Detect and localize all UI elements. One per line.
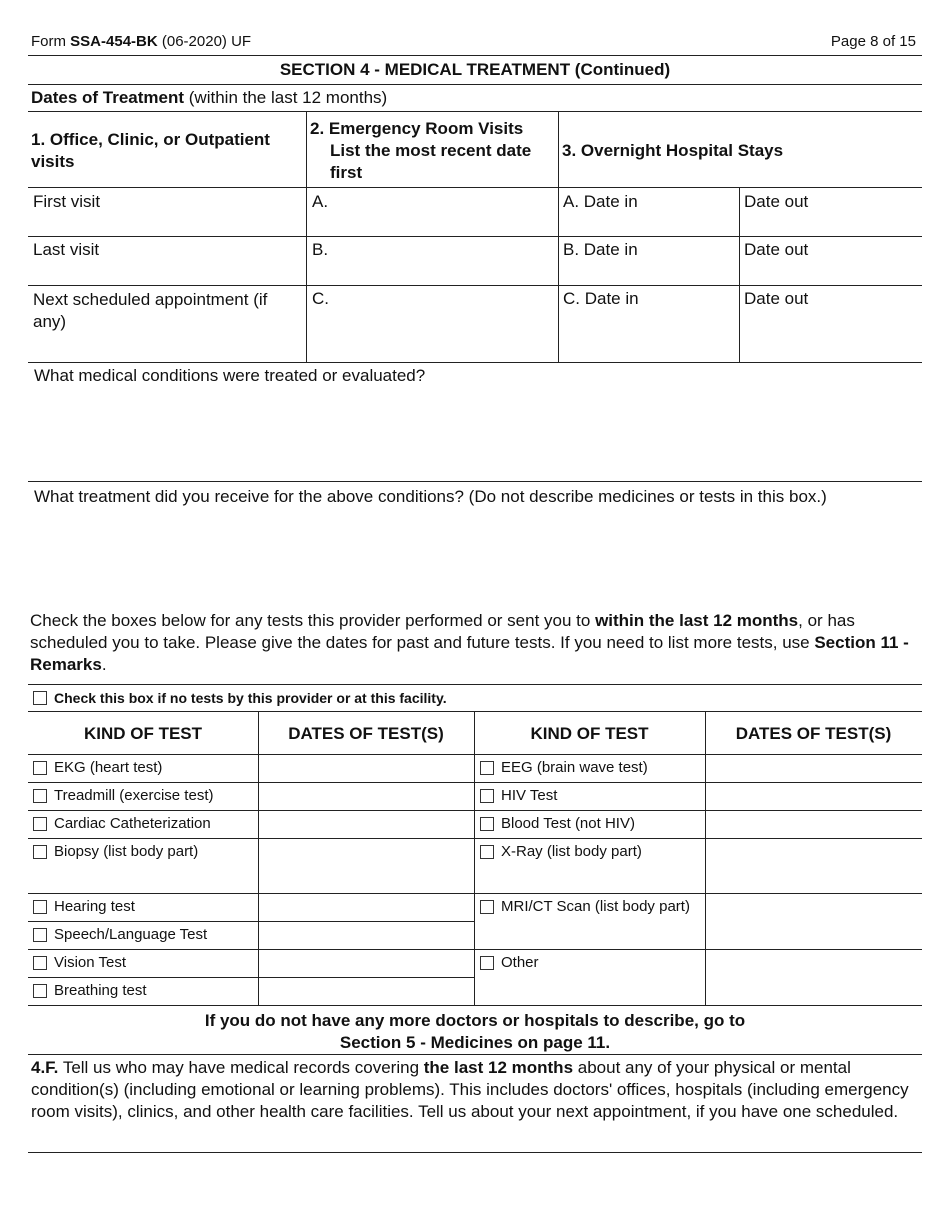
breathing-label: Breathing test [54, 982, 147, 999]
conditions-answer-field[interactable] [30, 390, 920, 478]
divider [28, 362, 922, 363]
treadmill-label: Treadmill (exercise test) [54, 787, 214, 804]
eeg-checkbox[interactable] [480, 761, 494, 775]
kind-of-test-header: KIND OF TEST [83, 724, 203, 743]
biopsy-label: Biopsy (list body part) [54, 843, 199, 860]
er-visit-c-field[interactable]: C. [312, 289, 329, 308]
speech-label: Speech/Language Test [54, 926, 208, 943]
treatment-question: What treatment did you receive for the above conditions? (Do not describe medicines or tests in this box.) [34, 487, 827, 506]
form-identifier: Form SSA-454-BK (06-2020) UF [31, 33, 252, 50]
cardiac-cath-label: Cardiac Catheterization [54, 815, 211, 832]
table-divider [474, 711, 475, 1005]
ekg-checkbox[interactable] [33, 761, 47, 775]
treatment-answer-field[interactable] [30, 510, 920, 600]
divider [28, 1054, 922, 1055]
divider [28, 481, 922, 482]
er-visit-a-field[interactable]: A. [312, 192, 329, 211]
office-visits-header [31, 129, 301, 173]
cardiac-cath-checkbox[interactable] [33, 817, 47, 831]
divider [28, 111, 922, 112]
er-visits-header: 2. Emergency Room Visits List the most recent date first [310, 119, 532, 182]
vision-checkbox[interactable] [33, 956, 47, 970]
hearing-checkbox[interactable] [33, 900, 47, 914]
dates-of-treatment-label: Dates of Treatment (within the last 12 months) [31, 88, 388, 107]
date-in-b-field[interactable]: B. Date in [563, 240, 638, 259]
page-number: Page 8 of 15 [830, 33, 916, 50]
divider [28, 949, 922, 950]
divider [28, 1005, 922, 1006]
first-visit-label: First visit [33, 192, 101, 211]
divider [28, 893, 922, 894]
kind-of-test-header-right: KIND OF TEST [530, 724, 649, 743]
divider [28, 838, 922, 839]
treadmill-checkbox[interactable] [33, 789, 47, 803]
blood-test-checkbox[interactable] [480, 817, 494, 831]
divider [28, 684, 922, 685]
other-test-checkbox[interactable] [480, 956, 494, 970]
office-visits-header-text: 1. Office, Clinic, or Outpatient visits [31, 130, 270, 171]
dates-of-tests-header: DATES OF TEST(S) [288, 724, 444, 743]
table-divider [739, 187, 740, 362]
xray-checkbox[interactable] [480, 845, 494, 859]
divider [28, 84, 922, 85]
mri-ct-checkbox[interactable] [480, 900, 494, 914]
table-divider [705, 711, 706, 1005]
divider [28, 977, 474, 978]
divider [28, 1152, 922, 1153]
divider [28, 754, 922, 755]
date-out-b-field[interactable]: Date out [744, 240, 809, 259]
conditions-question: What medical conditions were treated or evaluated? [34, 366, 426, 385]
divider [28, 55, 922, 56]
divider [28, 711, 922, 712]
mri-ct-label: MRI/CT Scan (list body part) [501, 898, 690, 915]
date-out-c-field[interactable]: Date out [744, 289, 809, 308]
er-visit-b-field[interactable]: B. [312, 240, 329, 259]
table-divider [258, 711, 259, 1005]
goto-section-5-link: Section 5 - Medicines on page 11. [339, 1033, 611, 1052]
goto-note: If you do not have any more doctors or hospitals to describe, go to Section 5 - Medicines on page 11. [28, 1010, 922, 1054]
divider [28, 782, 922, 783]
blood-test-label: Blood Test (not HIV) [501, 815, 635, 832]
hiv-label: HIV Test [501, 787, 558, 804]
xray-label: X-Ray (list body part) [501, 843, 642, 860]
form-id: SSA-454-BK [70, 33, 158, 50]
last-visit-label: Last visit [33, 240, 100, 259]
ekg-label: EKG (heart test) [54, 759, 163, 776]
vision-label: Vision Test [54, 954, 126, 971]
divider [28, 921, 474, 922]
divider [28, 810, 922, 811]
speech-checkbox[interactable] [33, 928, 47, 942]
date-in-a-field[interactable]: A. Date in [563, 192, 638, 211]
next-appointment-label: Next scheduled appointment (if any) [33, 290, 268, 331]
other-test-label: Other [501, 954, 539, 971]
biopsy-checkbox[interactable] [33, 845, 47, 859]
hospital-stays-header: 3. Overnight Hospital Stays [562, 141, 784, 160]
divider [28, 187, 922, 188]
tests-instructions: Check the boxes below for any tests this provider performed or sent you to within the last 12 months, or has scheduled you to take. Please give the dates for past and future tests. If you need to list more tests, use Section 11 - Remarks. [30, 611, 909, 674]
divider [28, 285, 922, 286]
hearing-label: Hearing test [54, 898, 135, 915]
date-out-a-field[interactable]: Date out [744, 192, 809, 211]
no-tests-label: Check this box if no tests by this provider or at this facility. [54, 690, 447, 706]
date-in-c-field[interactable]: C. Date in [563, 289, 639, 308]
hiv-checkbox[interactable] [480, 789, 494, 803]
no-tests-checkbox[interactable] [33, 691, 47, 705]
breathing-checkbox[interactable] [33, 984, 47, 998]
dates-of-tests-header-right: DATES OF TEST(S) [735, 724, 892, 743]
section-title: SECTION 4 - MEDICAL TREATMENT (Continued) [279, 60, 671, 79]
section-4f-text: 4.F. Tell us who may have medical records covering the last 12 months about any of your physical or mental condition(s) (including emotional or learning problems). This includes doctors' offices, hospitals (including emergency room visits), clinics, and other health care facilities. Tell us about your next appointment, if you have one scheduled. [31, 1058, 909, 1121]
eeg-label: EEG (brain wave test) [501, 759, 648, 776]
divider [28, 236, 922, 237]
